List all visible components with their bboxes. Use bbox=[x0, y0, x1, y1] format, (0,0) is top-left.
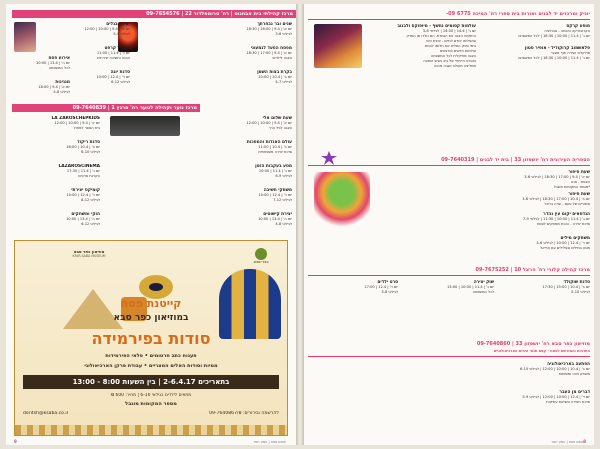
event-entry bbox=[480, 46, 590, 61]
tree-books-image bbox=[314, 172, 370, 232]
ad-headline-3: סודות בפירמידה bbox=[91, 329, 211, 348]
event-detail: יום ג' | 14.4 | 14:00 | לגילאי 3-6 bbox=[422, 29, 476, 34]
event-title: משחקי חשיבה bbox=[263, 188, 292, 193]
event-detail: יום א' | 9.4 | 10:00 | 12:00 bbox=[54, 121, 100, 126]
event-detail: לגילאי 6-12 bbox=[111, 80, 130, 85]
event-detail: יום א' | 9.4 | 16:00 | 18:30 bbox=[246, 27, 292, 32]
event-entry bbox=[12, 116, 100, 131]
event-title: הנדסאים יקום עץ נהדר bbox=[543, 212, 590, 217]
event-detail: יום ג' | 11.4 | 17:30 bbox=[66, 169, 100, 174]
ad-tagline: פענוח כתב חרטומים • פלאי הפירמידות bbox=[105, 353, 197, 359]
event-detail: מסע במילים ובצלילים עם אריאל bbox=[540, 246, 590, 251]
event-detail: יום ג' | 11.4 | 10:00 | 11:30 | לגילאי 7-9 bbox=[522, 217, 590, 222]
event-detail: הקרנת סרטים bbox=[78, 174, 100, 179]
event-detail: החזקים כיבגה את הגמדת. הם נולדו מן הסדק bbox=[406, 34, 476, 39]
event-entry bbox=[222, 70, 292, 85]
event-entry bbox=[74, 70, 130, 85]
event-detail: הצגה לגיל הרך bbox=[268, 126, 292, 131]
event-title: משחקים מילים bbox=[560, 236, 590, 241]
event-detail: בית הספר למחול bbox=[73, 126, 100, 131]
event-title: מנגינות bbox=[55, 80, 70, 85]
community-rule bbox=[308, 275, 590, 276]
event-entry bbox=[404, 280, 494, 295]
main-event-entry bbox=[366, 24, 476, 69]
event-entry bbox=[16, 56, 70, 71]
event-detail: לכל המשפחה bbox=[472, 290, 494, 295]
event-detail: יום ד' | 12.4 | 10:00 | 12:00 | לגילאי 5-9 bbox=[522, 395, 590, 400]
event-title: בקרת בצות השמן bbox=[257, 70, 292, 75]
event-detail: הצגה מוזיקלית לכל המשפחה bbox=[430, 54, 476, 59]
event-detail: סדנת יצירה משפחתית bbox=[258, 150, 292, 155]
top-rule bbox=[308, 19, 590, 20]
event-title: הפתעה בארכיאולוגיה bbox=[547, 362, 590, 367]
youth-image bbox=[110, 116, 180, 136]
event-detail: פולקלור ושירה תוף סובבי bbox=[551, 51, 590, 56]
museum-subtitle-text: התרבות והמורשת לפסח - קסם תנאי הימים הארכיאולוגיים bbox=[493, 349, 590, 353]
event-title: שנים ובר נבחרתך bbox=[257, 22, 292, 27]
event-title: יצירת קישוטים bbox=[263, 212, 292, 217]
left-mid-bar: מרכז נוער וקהילה לנוער רח' פרנץ 1 | 09-7640839 bbox=[12, 104, 200, 112]
event-detail: לגילאי 6-9 bbox=[275, 174, 292, 179]
event-title: שוק יצירה bbox=[473, 280, 494, 285]
city-emblem-icon bbox=[255, 248, 267, 260]
ad-subline: ממיות וסודות האלים המצריים • עבודת פרקן הארכיאולוגי bbox=[84, 363, 218, 369]
event-entry bbox=[74, 46, 130, 61]
right-page bbox=[304, 4, 594, 445]
event-title: סדנת יוגה bbox=[110, 70, 130, 75]
city-logo bbox=[241, 247, 281, 265]
event-detail: לגילאי 7-12 bbox=[273, 198, 292, 203]
event-detail: בימי סינק הפליט את חלומו לבנות bbox=[424, 44, 476, 49]
left-page-number: 9 bbox=[14, 439, 17, 444]
eye-of-horus-icon bbox=[139, 275, 173, 299]
ad-contact: להרשמה ובירורים: 09-7640867/8 bbox=[209, 411, 279, 416]
event-detail: יום ב' | 10.4 | 16:00 bbox=[66, 145, 100, 150]
event-title: עולם האגדות והמסכות bbox=[246, 140, 292, 145]
event-detail: לגילאי 5-10 bbox=[571, 290, 590, 295]
event-detail: יום ב' | 10.4 | 10:00 bbox=[258, 75, 292, 80]
museum-name: מוזיאון כפר סבא bbox=[73, 249, 105, 254]
event-detail: לגילאי 4-7 bbox=[275, 80, 292, 85]
event-detail: יום ד' | 12.4 | 17:00 bbox=[364, 285, 398, 290]
event-detail: יום ב' | 10.4 | 15:00 | 17:30 bbox=[542, 285, 590, 290]
event-entry bbox=[308, 280, 398, 295]
event-entry bbox=[450, 362, 590, 377]
event-detail: אקרובטיקה וחכמה - אבולציה bbox=[544, 29, 590, 34]
spine bbox=[296, 4, 304, 445]
event-detail: לגילאי 5-9 bbox=[113, 32, 130, 37]
event-title: שעת סיפור bbox=[568, 170, 590, 175]
ad-dates: בתאריכים 2-6.4.17 | בין השעות 8:00 - 13:00 bbox=[23, 375, 279, 389]
event-title: מופע קרקס bbox=[566, 24, 590, 29]
left-page bbox=[6, 4, 296, 445]
event-entry bbox=[480, 24, 590, 39]
ad-email[interactable]: doritsh@ksaba.co.il bbox=[23, 411, 68, 416]
event-detail: *מספר המקומות מוגבל bbox=[553, 185, 590, 190]
museum-name-en: KFAR-SABA MUSEUM bbox=[72, 254, 106, 258]
event-title: סדנת שוקולד bbox=[563, 280, 590, 285]
ad-headline-1: קייטנת פסח bbox=[120, 297, 182, 310]
event-detail: והסרט הייחודי של ביב מגיש הופעה bbox=[423, 59, 476, 64]
event-title: עולמות קסומים נחשף - מיופוקס ולבנוב bbox=[397, 24, 476, 29]
event-detail: יום ד' | 12.4 | 10:00 bbox=[96, 75, 130, 80]
event-detail: לכל המשפחה bbox=[48, 66, 70, 71]
right-page-number: 8 bbox=[583, 439, 586, 444]
hieroglyph-strip bbox=[15, 425, 287, 435]
event-title: מסע בעקבות הזמן bbox=[255, 164, 292, 169]
event-entry bbox=[200, 140, 292, 155]
event-title: שעת סיפור bbox=[568, 192, 590, 197]
event-title: סרט ילדים bbox=[377, 280, 398, 285]
event-detail: יום ג' | 11.4 | 10:00 | 18:30 | לכל המשפחה bbox=[518, 56, 590, 61]
event-entry bbox=[500, 280, 590, 295]
event-detail: יום ג' | 11.4 | 11:00 bbox=[96, 51, 130, 56]
circus-image bbox=[314, 24, 362, 68]
event-detail: לגילאי 4-8 bbox=[275, 222, 292, 227]
event-detail: ממליצה מעולה ושבה מהנה bbox=[433, 64, 476, 69]
event-entry bbox=[16, 80, 70, 95]
museum-rule bbox=[308, 356, 590, 357]
event-entry bbox=[390, 192, 590, 207]
event-detail: הצגה לילדים bbox=[272, 56, 292, 61]
event-detail: יום ה' | 13.4 | 10:00 bbox=[35, 61, 70, 66]
event-entry bbox=[12, 164, 100, 179]
event-title: מפסח הסעד לגמעוני bbox=[250, 46, 292, 51]
left-footer: חופש פסח | עמק חפר bbox=[253, 440, 286, 444]
library-rule bbox=[308, 165, 590, 166]
event-entry bbox=[12, 212, 100, 227]
museum-bar: מוזיאון כפר סבא רח' יושפזון 33 | 09-7640860 bbox=[476, 341, 590, 347]
event-detail: יום ב' | 10.4 | 11:00 bbox=[258, 145, 292, 150]
event-entry bbox=[200, 212, 292, 227]
event-detail: יום ג' | 11.4 | 10:00 bbox=[258, 169, 292, 174]
event-detail: שהצליחו אודם לחיים - שיבת הים bbox=[426, 39, 476, 44]
museum-subtitle bbox=[308, 349, 590, 354]
event-entry bbox=[200, 188, 292, 203]
event-detail: יום ד' | 12.4 | 10:00 bbox=[258, 193, 292, 198]
event-entry bbox=[222, 46, 292, 61]
event-detail: הצגות - אנה bbox=[570, 180, 590, 185]
event-title: קומיקס יצירתי bbox=[71, 188, 100, 193]
event-detail: לגילאי 8-12 bbox=[81, 198, 100, 203]
event-detail: סדנת יצירה - הכנת ממתקים לפסח bbox=[536, 222, 590, 227]
performers-image bbox=[14, 22, 36, 52]
city-name: כפר-סבא bbox=[253, 259, 269, 264]
event-detail: יום ה' | 13.4 | 10:00 bbox=[65, 217, 100, 222]
event-title: דיגיטל קרפט bbox=[104, 46, 130, 51]
event-detail: משחק ניווט ומשימות bbox=[558, 372, 590, 377]
event-detail: יום ד' | 12.4 | 10:00 | לגילאי 3-6 bbox=[536, 241, 590, 246]
event-detail: סיפורים של פעם - שרה בראל bbox=[544, 202, 590, 207]
event-detail: יום ב' | 10.4 | 17:00 | 18:30 | לגילאי 3-6 bbox=[522, 197, 590, 202]
right-footer: חופש פסח | עמק חפר bbox=[551, 440, 584, 444]
event-detail: לגילאי 4-8 bbox=[53, 90, 70, 95]
museum-logo bbox=[59, 249, 119, 258]
event-entry bbox=[200, 164, 292, 179]
event-entry bbox=[12, 188, 100, 203]
ad-headline-2: במוזיאון כפר סבא bbox=[113, 313, 189, 323]
left-top-bar: מרכז קהילתי בית אבחנוט | רח' טרומפלדור 22 | 09-7654576 bbox=[12, 10, 296, 18]
event-title: LAZAROSCINEMA bbox=[58, 164, 100, 169]
event-detail: לגילאי 3-8 bbox=[381, 290, 398, 295]
event-title: דברים מן העבר bbox=[559, 390, 590, 395]
event-detail: יום א' | 9.4 | 10:00 | 12:00 bbox=[84, 27, 130, 32]
event-entry bbox=[222, 22, 292, 37]
event-detail: יום ד' | 12.4 | 10:00 bbox=[66, 193, 100, 198]
event-title: אירוע פסח bbox=[48, 56, 70, 61]
event-title: פלאשמוב קרוקודיל - אופיר סטון bbox=[524, 46, 590, 51]
event-detail: עולמות חדשים ומרגשים bbox=[439, 49, 476, 54]
event-detail: יום ג' | 11.4 | 10:00 | 18:30 | לכל המשפחה bbox=[518, 34, 590, 39]
event-detail: יום ה' | 13.4 | 10:00 bbox=[257, 217, 292, 222]
event-entry bbox=[74, 22, 130, 37]
event-detail: יום ב' | 10.4 | 10:00 | 12:00 | לגילאי 6-10 bbox=[520, 367, 590, 372]
event-detail: יום ג' | 11.4 | 10:00 | 13:00 bbox=[446, 285, 494, 290]
event-detail: יום א' | 9.4 | 17:00 | 18:30 bbox=[246, 51, 292, 56]
event-title: LA ZAROSCHEPKIDS bbox=[51, 116, 100, 121]
event-detail: יום א' | 9.4 | 18:00 bbox=[38, 85, 70, 90]
ad-ages: מתאים לילדים בגילאי 6-10 | מחיר: 600 ₪ bbox=[110, 393, 192, 398]
event-entry bbox=[200, 116, 292, 131]
event-entry bbox=[390, 170, 590, 190]
event-detail: לגילאי 6-12 bbox=[81, 222, 100, 227]
event-detail: לגילאי 3-6 bbox=[275, 32, 292, 37]
event-title: סדנת ריקוד bbox=[77, 140, 100, 145]
event-entry bbox=[450, 390, 590, 405]
event-entry bbox=[390, 236, 590, 251]
museum-passover-ad bbox=[14, 240, 288, 436]
event-title: הוקי ומשחקים bbox=[71, 212, 100, 217]
event-detail: לגילאי 6-10 bbox=[81, 150, 100, 155]
event-title: יצירה בגלים bbox=[106, 22, 130, 27]
event-detail: הבנה וחשיבה יצירתית bbox=[97, 56, 130, 61]
event-detail: סדנת חפירה ומציאת עתיקות bbox=[546, 400, 590, 405]
event-detail: יום א' | 9.4 | 10:00 | 12:00 bbox=[246, 121, 292, 126]
event-title: שעת שלום אלי bbox=[262, 116, 292, 121]
event-entry bbox=[12, 140, 100, 155]
library-bar: הספריה העירונית רח' יושפזון 33 | בית יד לבנים | 09-7640319 bbox=[441, 157, 590, 163]
event-entry bbox=[390, 212, 590, 227]
library-logo bbox=[318, 150, 340, 166]
ad-note: מספר המקומות מוגבל bbox=[125, 401, 177, 407]
event-detail: יום א' | 9.4 | 17:00 | 18:30 | לגילאי 3-6 bbox=[524, 175, 590, 180]
community-bar: מרכז קהילה קלורי רח' הרצל 10 | 09-7675252 bbox=[475, 267, 590, 273]
right-top-bar: יוניק ומרכזים יד לבנים ואורות בית ספרי רח' המיכה 6775 09- bbox=[446, 11, 590, 17]
